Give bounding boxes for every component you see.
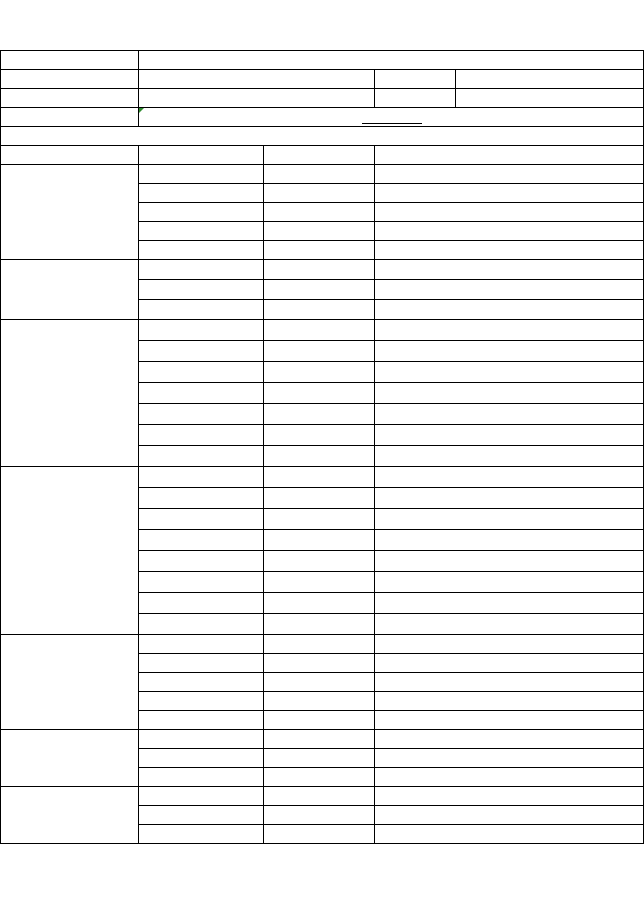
issue-cell[interactable] — [375, 488, 644, 509]
item-name — [139, 165, 264, 184]
issue-cell[interactable] — [375, 749, 644, 768]
item-name — [139, 787, 264, 806]
item-name — [139, 320, 264, 341]
item-name — [139, 467, 264, 488]
construction-unit-value[interactable] — [139, 70, 375, 89]
item-name — [139, 222, 264, 241]
construction-unit-label — [1, 70, 139, 89]
qty-cell[interactable] — [264, 341, 375, 362]
col-header-section — [1, 146, 139, 165]
qty-cell[interactable] — [264, 530, 375, 551]
item-name — [139, 300, 264, 320]
qty-cell[interactable] — [264, 614, 375, 635]
issue-cell[interactable] — [375, 467, 644, 488]
item-name — [139, 488, 264, 509]
qty-cell[interactable] — [264, 320, 375, 341]
issue-cell[interactable] — [375, 509, 644, 530]
issue-cell[interactable] — [375, 362, 644, 383]
issue-cell[interactable] — [375, 300, 644, 320]
col-header-qty — [264, 146, 375, 165]
qty-cell[interactable] — [264, 467, 375, 488]
row-content-label — [1, 127, 644, 146]
item-name — [139, 711, 264, 730]
cell-marker — [139, 108, 144, 113]
scope-label — [1, 108, 139, 127]
item-name — [139, 404, 264, 425]
issue-cell[interactable] — [375, 711, 644, 730]
row-property-company — [1, 89, 644, 108]
item-name — [139, 383, 264, 404]
handover-table — [0, 50, 644, 844]
qty-cell[interactable] — [264, 184, 375, 203]
scope-value[interactable] — [139, 108, 644, 127]
issue-cell[interactable] — [375, 635, 644, 654]
issue-cell[interactable] — [375, 260, 644, 280]
issue-cell[interactable] — [375, 614, 644, 635]
section-name — [1, 320, 139, 467]
item-name — [139, 341, 264, 362]
qty-cell[interactable] — [264, 551, 375, 572]
issue-cell[interactable] — [375, 572, 644, 593]
item-name — [139, 614, 264, 635]
issue-cell[interactable] — [375, 341, 644, 362]
item-name — [139, 635, 264, 654]
item-name — [139, 184, 264, 203]
item-name — [139, 260, 264, 280]
table-row — [1, 320, 644, 341]
section-name — [1, 467, 139, 635]
qty-cell[interactable] — [264, 362, 375, 383]
item-name — [139, 446, 264, 467]
supervision-unit-label — [375, 89, 456, 108]
section-name — [1, 787, 139, 844]
table-row — [1, 730, 644, 749]
item-name — [139, 572, 264, 593]
qty-cell[interactable] — [264, 787, 375, 806]
item-name — [139, 593, 264, 614]
issue-cell[interactable] — [375, 184, 644, 203]
col-header-issue — [375, 146, 644, 165]
item-name — [139, 692, 264, 711]
row-column-headers — [1, 146, 644, 165]
qty-cell[interactable] — [264, 593, 375, 614]
qty-cell[interactable] — [264, 222, 375, 241]
issue-cell[interactable] — [375, 730, 644, 749]
issue-cell[interactable] — [375, 241, 644, 260]
table-row — [1, 787, 644, 806]
table-row — [1, 165, 644, 184]
issue-cell[interactable] — [375, 280, 644, 300]
qty-cell[interactable] — [264, 260, 375, 280]
property-company-value[interactable] — [139, 89, 375, 108]
qty-cell[interactable] — [264, 572, 375, 593]
row-construction-unit — [1, 70, 644, 89]
qty-cell[interactable] — [264, 806, 375, 825]
item-name — [139, 551, 264, 572]
qty-cell[interactable] — [264, 692, 375, 711]
scope-issue-blank[interactable] — [362, 110, 392, 124]
qty-cell[interactable] — [264, 711, 375, 730]
issue-cell[interactable] — [375, 446, 644, 467]
content-label — [1, 127, 644, 146]
issue-cell[interactable] — [375, 673, 644, 692]
qty-cell[interactable] — [264, 165, 375, 184]
qty-cell[interactable] — [264, 425, 375, 446]
item-name — [139, 806, 264, 825]
item-name — [139, 509, 264, 530]
issue-cell[interactable] — [375, 692, 644, 711]
item-name — [139, 749, 264, 768]
issue-cell[interactable] — [375, 768, 644, 787]
issue-cell[interactable] — [375, 806, 644, 825]
issue-cell[interactable] — [375, 203, 644, 222]
project-name-label — [1, 51, 139, 70]
qty-cell[interactable] — [264, 383, 375, 404]
item-name — [139, 280, 264, 300]
qty-cell[interactable] — [264, 280, 375, 300]
item-name — [139, 730, 264, 749]
qty-cell[interactable] — [264, 488, 375, 509]
qty-cell[interactable] — [264, 730, 375, 749]
item-name — [139, 425, 264, 446]
issue-cell[interactable] — [375, 425, 644, 446]
issue-cell[interactable] — [375, 593, 644, 614]
section-name — [1, 635, 139, 730]
row-project-name — [1, 51, 644, 70]
property-company-label — [1, 89, 139, 108]
scope-building-blank[interactable] — [392, 110, 418, 124]
qty-cell[interactable] — [264, 446, 375, 467]
issue-cell[interactable] — [375, 787, 644, 806]
general-contractor-label — [375, 70, 456, 89]
section-name — [1, 730, 139, 787]
item-name — [139, 654, 264, 673]
issue-cell[interactable] — [375, 825, 644, 844]
qty-cell[interactable] — [264, 654, 375, 673]
qty-cell[interactable] — [264, 673, 375, 692]
table-row — [1, 467, 644, 488]
item-name — [139, 673, 264, 692]
qty-cell[interactable] — [264, 509, 375, 530]
item-name — [139, 530, 264, 551]
issue-cell[interactable] — [375, 530, 644, 551]
table-row — [1, 635, 644, 654]
issue-cell[interactable] — [375, 404, 644, 425]
qty-cell[interactable] — [264, 203, 375, 222]
table-row — [1, 260, 644, 280]
issue-cell[interactable] — [375, 551, 644, 572]
col-header-item — [139, 146, 264, 165]
item-name — [139, 768, 264, 787]
issue-cell[interactable] — [375, 165, 644, 184]
qty-cell[interactable] — [264, 749, 375, 768]
qty-cell[interactable] — [264, 768, 375, 787]
qty-cell[interactable] — [264, 635, 375, 654]
general-contractor-value[interactable] — [456, 70, 644, 89]
qty-cell[interactable] — [264, 404, 375, 425]
section-name — [1, 165, 139, 260]
qty-cell[interactable] — [264, 825, 375, 844]
scope-tail-blank — [418, 110, 422, 124]
section-name — [1, 260, 139, 320]
project-name-value[interactable] — [139, 51, 644, 70]
item-name — [139, 203, 264, 222]
item-name — [139, 825, 264, 844]
qty-cell[interactable] — [264, 241, 375, 260]
item-name — [139, 362, 264, 383]
qty-cell[interactable] — [264, 300, 375, 320]
item-name — [139, 241, 264, 260]
issue-cell[interactable] — [375, 383, 644, 404]
issue-cell[interactable] — [375, 222, 644, 241]
supervision-unit-value[interactable] — [456, 89, 644, 108]
issue-cell[interactable] — [375, 320, 644, 341]
row-scope — [1, 108, 644, 127]
issue-cell[interactable] — [375, 654, 644, 673]
